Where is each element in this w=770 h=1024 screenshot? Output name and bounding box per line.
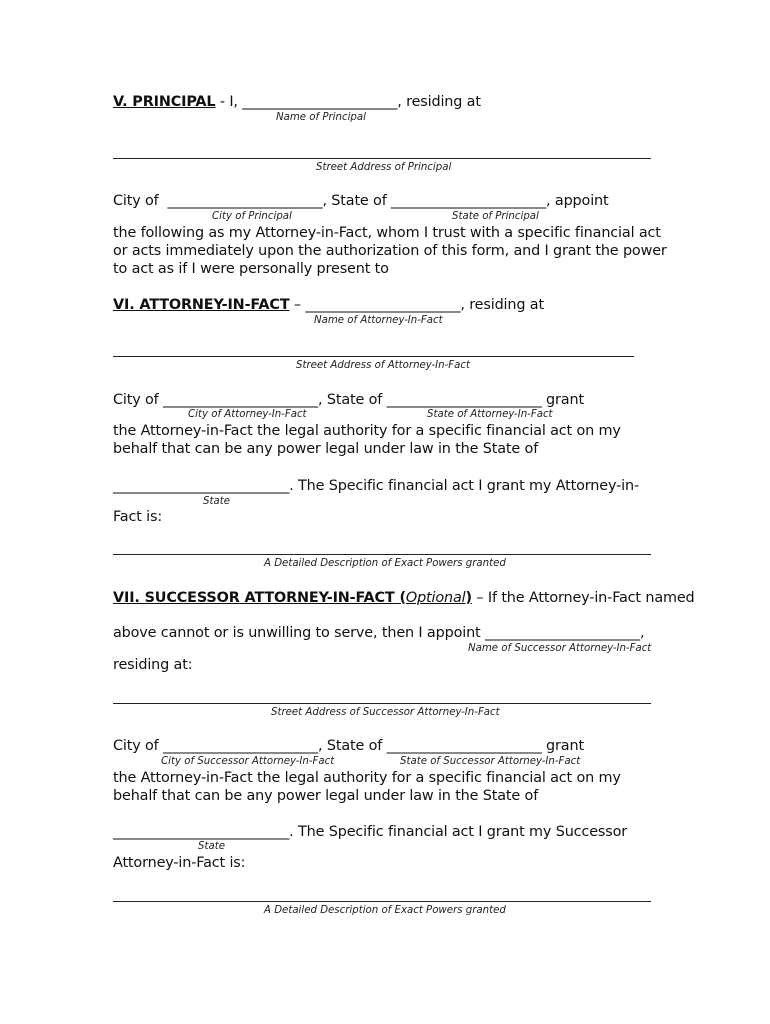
attorney-state-small-caption: State <box>203 496 230 507</box>
attorney-street-blank[interactable] <box>113 356 634 357</box>
section-vii-body-2: behalf that can be any power legal under law in the State of <box>113 788 539 804</box>
principal-street-blank[interactable] <box>113 158 651 159</box>
successor-street-caption: Street Address of Successor Attorney-In-Fact <box>271 707 500 718</box>
successor-state-line[interactable]: _________________________. The Specific financial act I grant my Successor <box>113 824 628 840</box>
section-v-body-1: the following as my Attorney-in-Fact, whom I trust with a specific financial act <box>113 225 661 241</box>
attorney-line <box>113 296 544 314</box>
successor-city-state-line[interactable]: City of ______________________, State of ______________________ grant <box>113 738 584 754</box>
section-vii-optional: Optional <box>405 590 466 606</box>
principal-city-state-line[interactable]: City of ______________________, State of ______________________, appoint <box>113 193 609 209</box>
attorney-powers-blank[interactable] <box>113 554 651 555</box>
section-vii-body-1: the Attorney-in-Fact the legal authority for a specific financial act on my <box>113 770 621 786</box>
attorney-state-caption: State of Attorney-In-Fact <box>427 409 553 420</box>
attorney-state-line[interactable]: _________________________. The Specific financial act I grant my Attorney-in- <box>113 478 639 494</box>
attorney-city-state-line[interactable]: City of ______________________, State of ______________________ grant <box>113 392 584 408</box>
successor-city-caption: City of Successor Attorney-In-Fact <box>161 756 335 767</box>
attorney-name-caption: Name of Attorney-In-Fact <box>314 315 443 326</box>
principal-street-caption: Street Address of Principal <box>316 162 452 173</box>
successor-state-caption: State of Successor Attorney-In-Fact <box>400 756 581 767</box>
successor-fact-is: Attorney-in-Fact is: <box>113 855 246 871</box>
section-v-body-3: to act as if I were personally present to <box>113 261 389 277</box>
attorney-powers-caption: A Detailed Description of Exact Powers granted <box>264 558 506 569</box>
section-vi-body-1: the Attorney-in-Fact the legal authority for a specific financial act on my <box>113 423 621 439</box>
section-v-heading: V. PRINCIPAL <box>113 94 216 110</box>
section-vi-heading: VI. ATTORNEY-IN-FACT <box>113 297 290 313</box>
attorney-fact-is: Fact is: <box>113 509 163 525</box>
attorney-street-caption: Street Address of Attorney-In-Fact <box>296 360 470 371</box>
section-vii-heading-close: ) <box>465 590 472 606</box>
section-v-body-2: or acts immediately upon the authorization of this form, and I grant the power <box>113 243 667 259</box>
principal-line <box>113 93 481 111</box>
successor-street-blank[interactable] <box>113 703 651 704</box>
successor-powers-caption: A Detailed Description of Exact Powers granted <box>264 905 506 916</box>
successor-state-small-caption: State <box>198 841 225 852</box>
attorney-city-caption: City of Attorney-In-Fact <box>188 409 307 420</box>
principal-city-caption: City of Principal <box>212 211 292 222</box>
successor-powers-blank[interactable] <box>113 901 651 902</box>
section-vii-line1-rest: – If the Attorney-in-Fact named <box>471 590 695 606</box>
section-vi-body-2: behalf that can be any power legal under law in the State of <box>113 441 539 457</box>
successor-name-caption: Name of Successor Attorney-In-Fact <box>468 643 652 654</box>
section-vii-heading: VII. SUCCESSOR ATTORNEY-IN-FACT ( <box>113 590 406 606</box>
successor-appoint-line[interactable]: above cannot or is unwilling to serve, then I appoint ______________________, <box>113 625 645 641</box>
successor-residing: residing at: <box>113 657 193 673</box>
principal-name-caption: Name of Principal <box>276 112 366 123</box>
principal-name-blank[interactable]: - I, ______________________, residing at <box>215 94 481 110</box>
successor-line <box>113 589 695 607</box>
attorney-name-blank[interactable]: – ______________________, residing at <box>289 297 544 313</box>
principal-state-caption: State of Principal <box>452 211 539 222</box>
